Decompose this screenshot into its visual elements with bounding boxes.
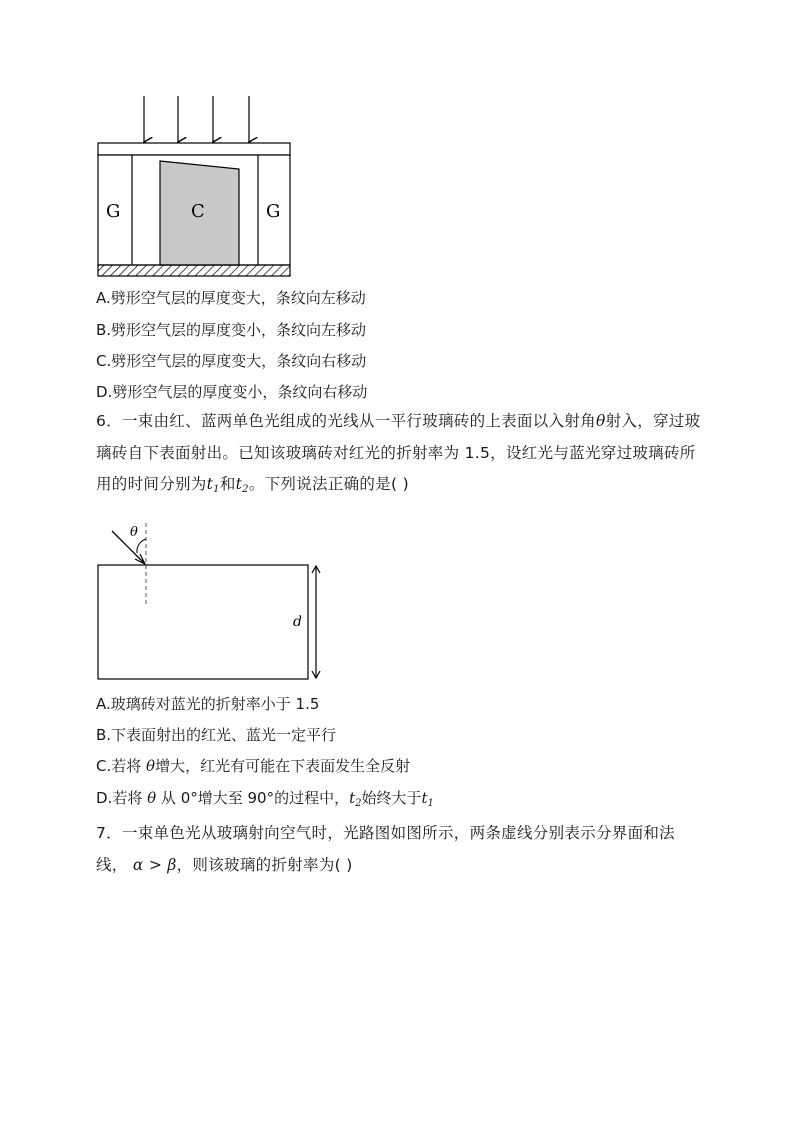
glass-slab	[98, 565, 308, 679]
q6-stem	[96, 406, 706, 506]
and-text: 和	[219, 475, 236, 493]
q6-stem-part1: 6．一束由红、蓝两单色光组成的光线从一平行玻璃砖的上表面以入射角	[96, 412, 596, 430]
t1-symbol: t	[206, 475, 214, 493]
thickness-d-label: d	[293, 614, 302, 630]
q7-stem-part2: ，则该玻璃的折射率为( )	[176, 855, 353, 874]
figure-wedge-apparatus	[90, 92, 300, 282]
label-left-g: G	[106, 201, 121, 222]
theta-symbol: θ	[147, 789, 157, 807]
t2-symbol: t	[235, 475, 243, 493]
q6-option-d-mid: 从 0°增大至 90°的过程中，	[160, 789, 350, 807]
q5-option-b: B.劈形空气层的厚度变小，条纹向左移动	[96, 321, 367, 339]
t2-subscript: 2	[242, 484, 249, 495]
q5-option-c: C.劈形空气层的厚度变大，条纹向右移动	[96, 352, 367, 370]
t1-subscript: 1	[213, 484, 220, 495]
q7-stem	[96, 818, 706, 881]
q6-option-a: A.玻璃砖对蓝光的折射率小于 1.5	[96, 695, 320, 713]
t1-symbol: t	[421, 789, 428, 807]
q6-option-b: B.下表面射出的红光、蓝光一定平行	[96, 726, 337, 744]
q6-stem-part3: 。下列说法正确的是( )	[248, 475, 409, 493]
q6-stem-part2: 射入，穿过玻璃砖自下表面射出。已知该玻璃砖对红光的折射率为 1.5，设红光与蓝光穿过玻璃砖所用的时间分别为	[96, 412, 701, 493]
q5-option-a: A.劈形空气层的厚度变大，条纹向左移动	[96, 289, 366, 307]
q6-option-d-pre: D.若将	[96, 789, 143, 807]
top-glass-plate	[98, 143, 290, 155]
t1-subscript: 1	[427, 798, 434, 809]
q6-option-c-pre: C.若将	[96, 757, 142, 775]
theta-symbol: θ	[595, 412, 606, 430]
alpha-beta-relation: α > β	[132, 855, 177, 874]
q5-option-d: D.劈形空气层的厚度变小，条纹向右移动	[96, 383, 368, 401]
theta-symbol: θ	[146, 757, 156, 775]
angle-theta-label: θ	[130, 525, 138, 540]
label-right-g: G	[266, 201, 281, 222]
t2-subscript: 2	[355, 798, 362, 809]
q6-option-c	[96, 756, 410, 776]
q6-option-d-post: 始终大于	[361, 789, 422, 807]
base-hatched	[98, 265, 290, 276]
q6-option-c-post: 增大，红光有可能在下表面发生全反射	[155, 757, 411, 775]
incident-ray	[112, 531, 144, 563]
q7-stem-part1: 7．一束单色光从玻璃射向空气时，光路图如图所示，两条虚线分别表示分界面和法线，	[96, 824, 675, 874]
label-center-c: C	[191, 201, 205, 222]
angle-arc	[137, 539, 146, 553]
t2-symbol: t	[349, 789, 356, 807]
q6-option-d	[96, 788, 434, 814]
figure-glass-slab	[90, 515, 330, 687]
incident-arrows	[144, 96, 249, 142]
